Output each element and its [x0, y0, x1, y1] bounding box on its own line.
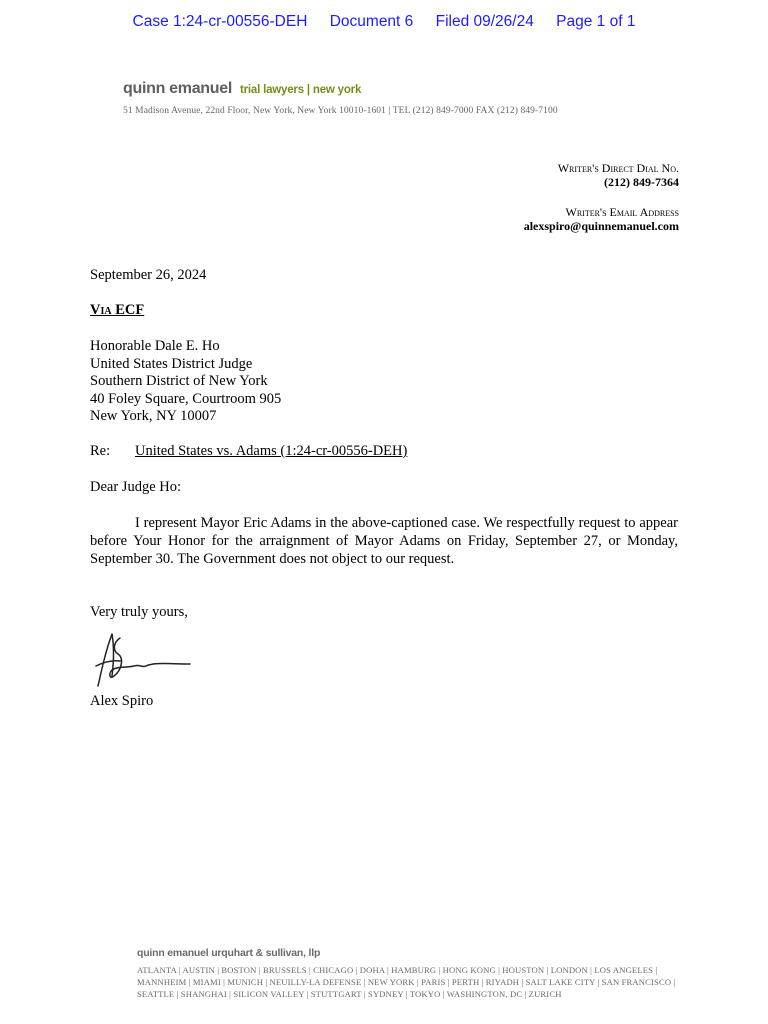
firm-name: quinn emanuel — [123, 80, 232, 97]
addressee-line: Honorable Dale E. Ho — [90, 338, 220, 354]
footer-office-list: ATLANTA | AUSTIN | BOSTON | BRUSSELS | CHICAGO | DOHA | HAMBURG | HONG KONG | HOUSTON | LONDON | LOS ANGELES | MANNHEIM | MIAMI | MUNICH | NEUILLY-LA DEFENSE | NEW YORK | PARIS | PERTH | RIYADH | SALT LAKE CITY | SAN FRANCISCO | SEATTLE | SHANGHAI | SILICON VALLEY | STUTTGART | SYDNEY | TOKYO | WASHINGTON, DC | ZURICH — [137, 965, 676, 999]
handwritten-signature — [90, 628, 194, 694]
re-label: Re: — [90, 443, 111, 459]
addressee-line: Southern District of New York — [90, 373, 268, 390]
letter-date: September 26, 2024 — [90, 267, 207, 283]
ecf-document-number: Document 6 — [329, 13, 414, 30]
body-text: I represent Mayor Eric Adams in the above-captioned case. We respectfully request to appear before Your Honor for the arraignment of Mayor Adams on Friday, September 27, or Monday, September 30. The Government does not object to our request. — [90, 515, 678, 567]
firm-address: 51 Madison Avenue, 22nd Floor, New York, New York 10010-1601 | TEL (212) 849-7000 FAX (212) 849-7100 — [123, 106, 558, 116]
ecf-case-number: Case 1:24-cr-00556-DEH — [132, 13, 308, 30]
writer-dial-value: (212) 849-7364 — [604, 175, 679, 189]
body-paragraph — [90, 514, 678, 568]
signer-name: Alex Spiro — [90, 693, 154, 709]
writer-email-label: Writer's Email Address — [565, 205, 679, 219]
writer-dial-label: Writer's Direct Dial No. — [557, 161, 679, 175]
ecf-filed-date: Filed 09/26/24 — [435, 13, 534, 30]
ecf-header — [0, 13, 768, 31]
writer-email-value: alexspiro@quinnemanuel.com — [523, 219, 679, 233]
addressee-line: New York, NY 10007 — [90, 408, 217, 425]
closing: Very truly yours, — [90, 604, 188, 620]
salutation: Dear Judge Ho: — [90, 479, 182, 495]
addressee-block — [90, 338, 281, 426]
writer-email-block — [524, 205, 679, 233]
footer-firm-name: quinn emanuel urquhart & sullivan, llp — [137, 947, 321, 959]
ecf-page-number: Page 1 of 1 — [556, 13, 636, 30]
firm-tagline: trial lawyers | new york — [240, 84, 362, 96]
re-subject: United States vs. Adams (1:24-cr-00556-DEH) — [135, 443, 408, 459]
addressee-line: 40 Foley Square, Courtroom 905 — [90, 390, 282, 407]
writer-dial-block — [558, 161, 679, 189]
letterhead — [123, 80, 361, 98]
delivery-method: Via ECF — [90, 302, 145, 318]
addressee-line: United States District Judge — [90, 355, 253, 372]
